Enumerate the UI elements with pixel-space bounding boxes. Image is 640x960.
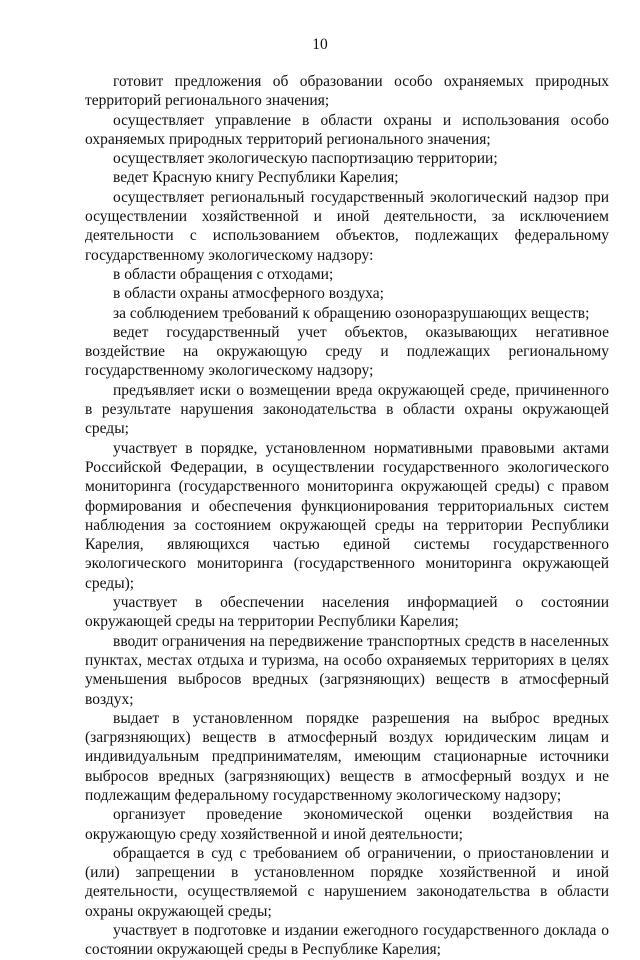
paragraph: осуществляет экологическую паспортизацию территории; — [113, 150, 498, 168]
paragraph: в области охраны атмосферного воздуха; — [113, 285, 384, 303]
paragraph: обращается в суд с требованием об ограничении, о приостановлении и (или) запрещении в установленном порядке хозяйственной и иной деятельности, осуществляемой с нарушением законодательства в области охраны окружающей среды; — [85, 844, 609, 920]
page-number: 10 — [312, 36, 328, 53]
paragraph: за соблюдением требований к обращению озоноразрушающих веществ; — [113, 304, 590, 322]
paragraph: осуществляет региональный государственный экологический надзор при осуществлении хозяйственной и иной деятельности, за исключением деятельности с использованием объектов, подлежащих федеральному государственному экологическому надзору: — [85, 188, 609, 264]
paragraph: в области обращения с отходами; — [113, 265, 334, 283]
document-body — [85, 72, 609, 960]
paragraph: участвует в подготовке и издании ежегодного государственного доклада о состоянии окружающей среды в Республике Карелия; — [85, 922, 609, 959]
paragraph: вводит ограничения на передвижение транспортных средств в населенных пунктах, местах отдыха и туризма, на особо охраняемых территориях в целях уменьшения выбросов вредных (загрязняющих) веществ в атмосферный воздух; — [85, 632, 609, 708]
paragraph: выдает в установленном порядке разрешения на выброс вредных (загрязняющих) веществ в атмосферный воздух юридическим лицам и индивидуальным предпринимателям, имеющим стационарные источники выбросов вредных (загрязняющих) веществ в атмосферный воздух и не подлежащим федеральному государственному экологическому надзору; — [85, 709, 609, 804]
paragraph: осуществляет управление в области охраны и использования особо охраняемых природных территорий регионального значения; — [85, 111, 609, 148]
paragraph: организует проведение экономической оценки воздействия на окружающую среду хозяйственной и иной деятельности; — [85, 806, 609, 843]
paragraph: участвует в порядке, установленном нормативными правовыми актами Российской Федерации, в осуществлении государственного экологического мониторинга (государственного мониторинга окружающей среды) с правом формирования и обеспечения функционирования территориальных систем наблюдения за состоянием окружающей среды на территории Республики Карелия, являющихся частью единой системы государственного экологического мониторинга (государственного мониторинга окружающей среды); — [85, 439, 609, 592]
paragraph: ведет Красную книгу Республики Карелия; — [113, 169, 399, 187]
paragraph: ведет государственный учет объектов, оказывающих негативное воздействие на окружающую среду и подлежащих региональному государственному экологическому надзору; — [85, 323, 609, 380]
paragraph: готовит предложения об образовании особо охраняемых природных территорий регионального значения; — [85, 73, 609, 110]
paragraph: предъявляет иски о возмещении вреда окружающей среде, причиненного в результате нарушения законодательства в области охраны окружающей среды; — [85, 381, 609, 438]
paragraph: участвует в обеспечении населения информацией о состоянии окружающей среды на территории Республики Карелия; — [85, 594, 609, 631]
